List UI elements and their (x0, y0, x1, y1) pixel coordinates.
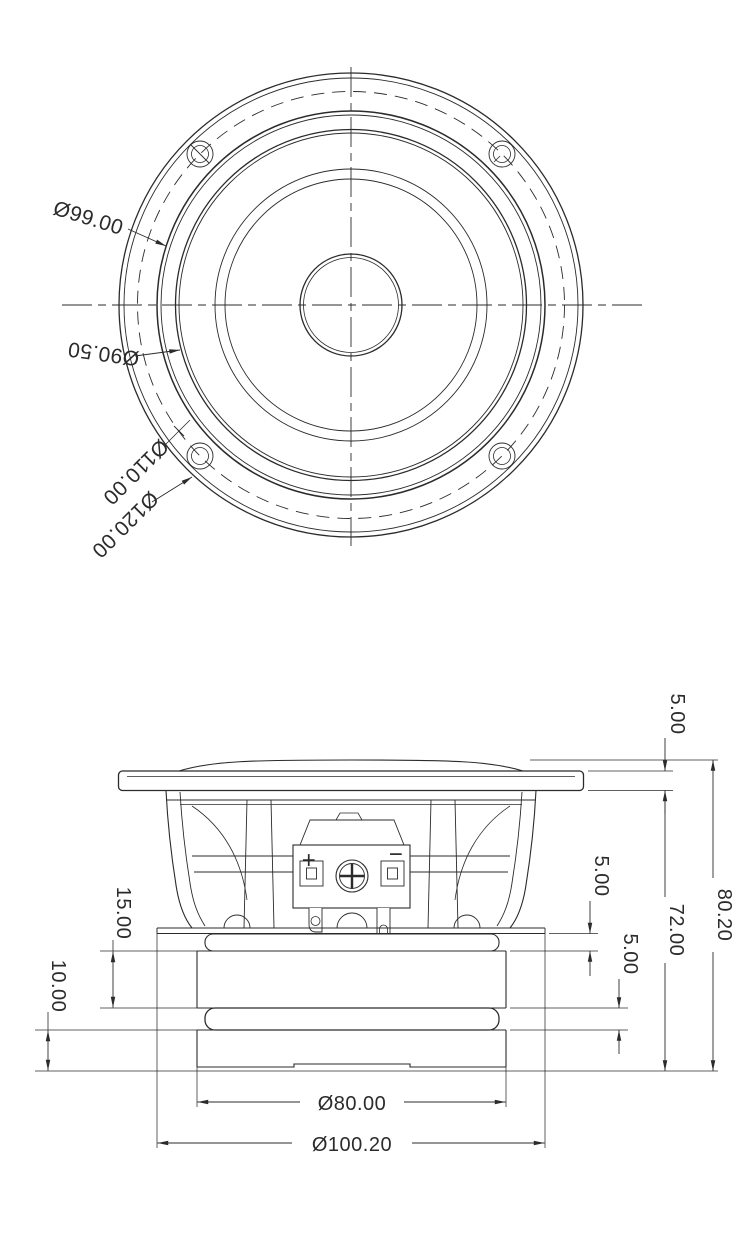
spider-ring (205, 934, 499, 951)
dim-depth-72 (665, 791, 687, 1072)
washer-block (197, 951, 506, 1008)
dim-flange-thickness (665, 694, 688, 814)
dia-110-text: Ø110.00 (98, 434, 173, 510)
dim-magnet-dia-text: Ø80.00 (317, 1093, 387, 1115)
dim-magnet-thickness (619, 934, 641, 1054)
dim-flange-thickness-text: 5.00 (666, 693, 688, 735)
dim-total-height (713, 760, 735, 1071)
dim-bottom-plate (47, 960, 69, 1071)
dim-magnet-dia (198, 1093, 506, 1115)
mounting-hole-bottom-right (489, 443, 515, 469)
dim-spider-thickness (590, 856, 612, 976)
dia-120-text: Ø120.00 (87, 486, 163, 563)
mounting-hole-bottom-left (187, 443, 213, 469)
bottom-plate (197, 1030, 506, 1067)
side-view (35, 694, 735, 1156)
label-dia-99 (51, 197, 166, 246)
dim-washer-height-text: 15.00 (112, 886, 134, 940)
dia-90-text: Ø90.50 (66, 337, 141, 370)
terminal-plus-label: + (301, 847, 317, 874)
frame-bottom-ring (157, 928, 545, 934)
dia-99-text: Ø99.00 (50, 196, 127, 240)
mounting-flange (119, 771, 584, 791)
terminal-block (293, 813, 410, 949)
top-view (51, 67, 646, 562)
dim-depth-72-text: 72.00 (665, 903, 687, 957)
dim-frame-dia-text: Ø100.20 (311, 1134, 393, 1156)
mounting-hole-top-left (187, 141, 213, 167)
magnet-ring (205, 1008, 499, 1030)
terminal-minus-label: − (388, 841, 404, 868)
dim-frame-dia (158, 1134, 545, 1156)
extension-lines (35, 760, 718, 1148)
dim-spider-thickness-text: 5.00 (590, 855, 612, 897)
dim-washer-height (112, 887, 134, 1008)
mounting-hole-top-right (489, 141, 515, 167)
dim-total-height-text: 80.20 (713, 888, 735, 942)
dim-magnet-thickness-text: 5.00 (619, 933, 641, 975)
dim-bottom-plate-text: 10.00 (47, 959, 69, 1013)
cone-dome (179, 760, 523, 771)
